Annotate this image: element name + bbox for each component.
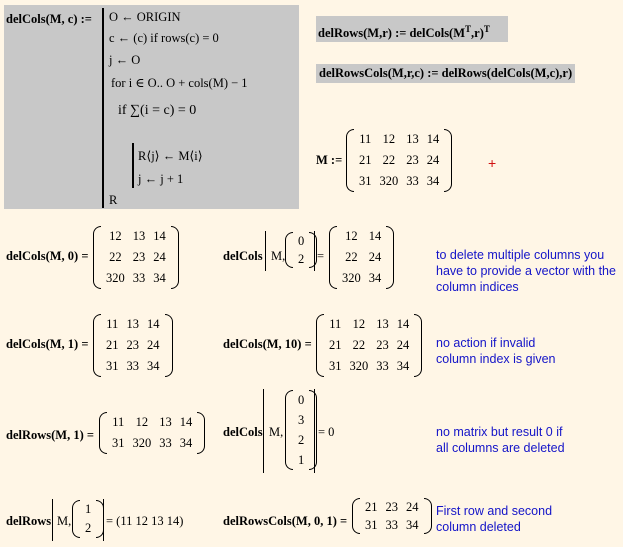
delrowscols-definition[interactable]: delRowsCols(M,r,c) := delRows(delCols(M,c),r) [316,64,575,83]
delrows-text: delRows(M,r) := $delCols(M^T,r)^T$ [318,24,490,41]
matrix-cell: 12 [135,415,149,429]
matrix-bracket-right [386,226,394,289]
matrix-cell: 34 [396,359,410,373]
matrix-bracket-left [93,226,101,289]
matrix-cell: 33 [376,359,389,373]
matrix-cell: 21 [365,499,378,514]
matrix-cell: 34 [406,517,419,532]
matrix-cell: 22 [352,338,366,352]
note-all-deleted: no matrix but result 0 if all columns are deleted [436,425,565,455]
example-expr: delCols(M, 0) = [6,249,89,263]
matrix-cell: 31 [329,359,342,373]
matrix-cell: 21 [329,338,342,352]
vec-result [329,226,394,289]
matrix-cell: 33 [385,517,398,532]
program-line: if ∑(i = c) = 0 [118,103,197,118]
matrix-cell: 320 [349,359,369,373]
matrix-cell: 320 [106,271,125,285]
matrix-cell: 11 [329,317,342,331]
example-expr: delRows(M, 1) = [6,428,95,442]
matrix-cell: 0 [298,392,305,407]
note-first-row: First row and second column deleted [436,504,553,534]
matrix-bracket-left [93,314,101,377]
vec-arg: M, [271,249,286,263]
matrix-cell: 14 [179,415,193,429]
example-result [352,498,432,534]
matrix-cell: 22 [109,250,122,264]
matrix-cell: 2 [298,432,305,447]
program-line: c ← (c) if rows(c) = 0 [109,31,219,45]
matrix-bracket-left [285,232,293,268]
matrix-cell: 33 [126,359,139,373]
example-result [93,226,179,289]
matrix-cell: 22 [345,250,358,264]
matrix-bracket-right [197,412,205,454]
matrix-bracket-right [424,498,432,534]
vec-fn-name: delCols [223,425,263,439]
matrix-cell: 31 [112,436,125,450]
matrix-cell: 22 [382,153,396,167]
matrix-cell: 34 [368,271,382,285]
matrix-cell: 31 [359,174,372,188]
vec-arg: M, [269,425,284,439]
matrix-bracket-left [72,500,80,538]
matrix-cell: 33 [406,174,419,188]
example-result [316,314,422,377]
vec-fn-name: delRows [6,514,52,528]
matrix-cell: 24 [406,499,419,514]
matrix-cell: 12 [352,317,366,331]
loop-bar [132,143,134,188]
matrix-cell: 13 [132,229,146,243]
vec-result-row: = (11 12 13 14) [106,514,184,528]
program-bar [102,8,104,208]
matrix-m-label: M := [316,153,343,167]
matrix-cell: 320 [379,174,399,188]
matrix-cell: 33 [159,436,172,450]
matrix-cell: 12 [382,132,396,146]
vector-12 [72,500,104,538]
matrix-cell: 23 [406,153,419,167]
matrix-cell: 14 [396,317,410,331]
vec-fn-name: delCols [223,249,263,263]
matrix-cell: 24 [147,338,160,352]
matrix-cell: 12 [109,229,122,243]
matrix-cell: 2 [298,251,305,266]
example-result [93,314,173,377]
matrix-bracket-left [352,498,360,534]
matrix-bracket-right [309,390,317,470]
example-expr: delRowsCols(M, 0, 1) = [223,514,348,528]
vec-arg: M, [57,514,72,528]
matrix-bracket-left [346,129,354,192]
matrix-cell: 23 [376,338,389,352]
matrix-cell: 24 [368,250,382,264]
matrix-cell: 11 [106,317,119,331]
matrix-bracket-right [96,500,104,538]
vector-02 [285,232,317,268]
matrix-cell: 14 [153,229,166,243]
matrix-cell: 3 [298,412,305,427]
program-line: R⟨j⟩ ← M⟨i⟩ [138,149,203,163]
matrix-cell: 24 [153,250,166,264]
matrix-cell: 21 [106,338,119,352]
matrix-cell: 13 [159,415,172,429]
matrix-cell: 13 [406,132,419,146]
matrix-bracket-left [99,412,107,454]
vec-eq: = [317,249,325,263]
matrix-cell: 34 [147,359,160,373]
matrix-bracket-right [444,129,452,192]
matrix-cell: 34 [153,271,166,285]
function-head: delCols(M, c) := [6,12,92,26]
matrix-cell: 24 [396,338,410,352]
note-multiple-columns: to delete multiple columns you have to provide a vector with the column indices [436,248,616,294]
matrix-bracket-right [165,314,173,377]
program-line: R [109,193,118,207]
matrix-bracket-left [285,390,293,470]
program-line: for i ∈ O.. O + cols(M) − 1 [111,76,248,90]
vec-result-zero: = 0 [318,425,335,439]
matrix-cell: 1 [85,502,92,516]
matrix-cell: 2 [85,521,92,535]
matrix-cell: 33 [132,271,146,285]
example-expr: delCols(M, 1) = [6,337,89,351]
matrix-cell: 21 [359,153,372,167]
matrix-cell: 24 [426,153,440,167]
matrix-m[interactable] [346,129,452,192]
matrix-bracket-right [171,226,179,289]
matrix-cell: 31 [365,517,378,532]
example-expr: delCols(M, 10) = [223,337,312,351]
matrix-cell: 1 [298,452,305,467]
matrix-cell: 12 [345,229,358,243]
matrix-cell: 13 [376,317,389,331]
program-line: j ← j + 1 [138,172,184,186]
matrix-cell: 23 [132,250,146,264]
matrix-cell: 320 [132,436,152,450]
matrix-cell: 31 [106,359,119,373]
example-result [99,412,205,454]
matrix-cell: 0 [298,233,305,248]
matrix-cell: 13 [126,317,139,331]
matrix-cell: 34 [179,436,193,450]
matrix-cell: 14 [147,317,160,331]
note-invalid-index: no action if invalid column index is given [436,336,556,366]
matrix-cell: 14 [368,229,382,243]
matrix-bracket-left [316,314,324,377]
program-line: j ← O [109,53,141,67]
matrix-bracket-left [329,226,337,289]
matrix-cell: 11 [359,132,372,146]
program-line: O ← ORIGIN [109,10,181,24]
matrix-cell: 320 [342,271,361,285]
matrix-cell: 23 [126,338,139,352]
matrix-cell: 11 [112,415,125,429]
matrix-cell: 14 [426,132,440,146]
matrix-bracket-right [414,314,422,377]
matrix-cell: 34 [426,174,440,188]
cursor-plus: + [488,155,497,171]
vector-0321 [285,390,317,470]
matrix-cell: 23 [385,499,398,514]
